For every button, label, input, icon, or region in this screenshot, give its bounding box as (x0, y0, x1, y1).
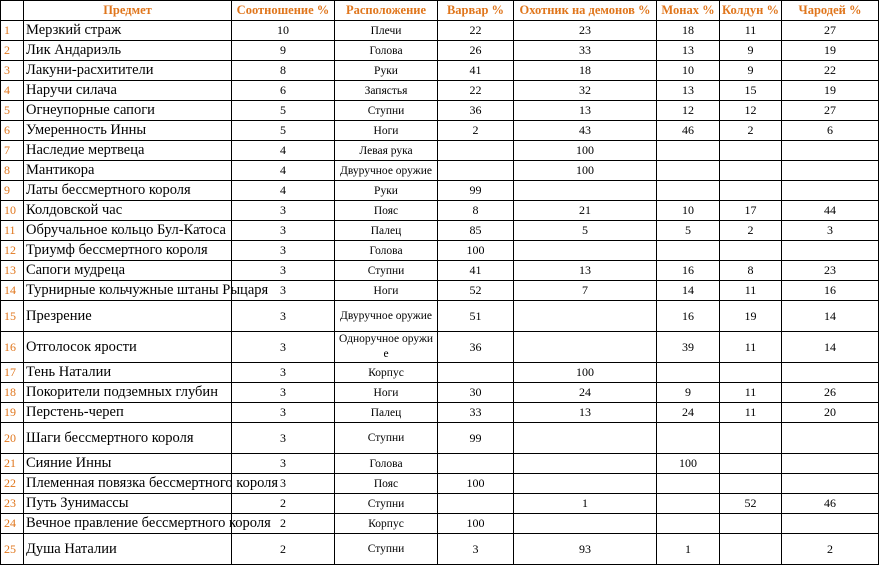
table-row (1, 494, 879, 514)
monk-cell (657, 241, 720, 261)
ratio-cell: 5 (232, 101, 335, 121)
ratio-cell: 10 (232, 21, 335, 41)
table-row (1, 141, 879, 161)
monk-cell: 13 (657, 81, 720, 101)
slot-cell: Ступни (335, 101, 438, 121)
witch-doctor-cell: 12 (720, 101, 782, 121)
monk-cell: 10 (657, 61, 720, 81)
witch-doctor-cell: 17 (720, 201, 782, 221)
ratio-cell: 6 (232, 81, 335, 101)
barbarian-cell: 30 (438, 383, 514, 403)
row-number: 1 (1, 21, 24, 41)
barbarian-cell: 33 (438, 403, 514, 423)
ratio-cell: 3 (232, 261, 335, 281)
row-number: 2 (1, 41, 24, 61)
demon-hunter-cell (514, 514, 657, 534)
barbarian-cell: 99 (438, 181, 514, 201)
monk-cell: 5 (657, 221, 720, 241)
demon-hunter-cell: 23 (514, 21, 657, 41)
wizard-cell (782, 241, 879, 261)
monk-cell: 9 (657, 383, 720, 403)
slot-cell: Ступни (335, 261, 438, 281)
row-number: 14 (1, 281, 24, 301)
witch-doctor-cell: 19 (720, 301, 782, 332)
monk-cell (657, 514, 720, 534)
wizard-cell (782, 141, 879, 161)
witch-doctor-cell (720, 534, 782, 565)
slot-cell: Голова (335, 41, 438, 61)
row-number: 10 (1, 201, 24, 221)
item-name: Колдовской час (24, 201, 232, 221)
demon-hunter-cell: 100 (514, 363, 657, 383)
witch-doctor-cell (720, 454, 782, 474)
witch-doctor-cell: 52 (720, 494, 782, 514)
slot-cell: Палец (335, 403, 438, 423)
wizard-cell (782, 161, 879, 181)
row-number: 5 (1, 101, 24, 121)
row-number: 8 (1, 161, 24, 181)
monk-cell: 14 (657, 281, 720, 301)
demon-hunter-cell (514, 454, 657, 474)
barbarian-cell (438, 161, 514, 181)
header-demon-hunter: Охотник на демонов % (514, 1, 657, 21)
table-row (1, 363, 879, 383)
slot-cell: Ноги (335, 281, 438, 301)
header-ratio: Соотношение % (232, 1, 335, 21)
item-name: Турнирные кольчужные штаны Рыцаря (24, 281, 232, 301)
demon-hunter-cell: 24 (514, 383, 657, 403)
barbarian-cell (438, 454, 514, 474)
monk-cell: 13 (657, 41, 720, 61)
barbarian-cell: 85 (438, 221, 514, 241)
item-name: Сияние Инны (24, 454, 232, 474)
monk-cell: 12 (657, 101, 720, 121)
row-number: 24 (1, 514, 24, 534)
slot-cell: Руки (335, 61, 438, 81)
wizard-cell: 19 (782, 41, 879, 61)
header-slot: Расположение (335, 1, 438, 21)
slot-cell: Голова (335, 454, 438, 474)
row-number: 21 (1, 454, 24, 474)
slot-cell: Плечи (335, 21, 438, 41)
barbarian-cell: 100 (438, 474, 514, 494)
demon-hunter-cell (514, 332, 657, 363)
barbarian-cell: 52 (438, 281, 514, 301)
slot-cell: Ноги (335, 383, 438, 403)
item-name: Мантикора (24, 161, 232, 181)
table-row (1, 81, 879, 101)
demon-hunter-cell: 100 (514, 141, 657, 161)
witch-doctor-cell: 2 (720, 121, 782, 141)
witch-doctor-cell (720, 181, 782, 201)
monk-cell (657, 161, 720, 181)
ratio-cell: 8 (232, 61, 335, 81)
table-row (1, 261, 879, 281)
table-row (1, 301, 879, 332)
header-row (1, 1, 879, 21)
table-row (1, 101, 879, 121)
ratio-cell: 3 (232, 454, 335, 474)
witch-doctor-cell (720, 423, 782, 454)
wizard-cell: 14 (782, 301, 879, 332)
ratio-cell: 3 (232, 332, 335, 363)
barbarian-cell: 8 (438, 201, 514, 221)
item-name: Умеренность Инны (24, 121, 232, 141)
monk-cell: 100 (657, 454, 720, 474)
ratio-cell: 3 (232, 403, 335, 423)
header-witch-doctor: Колдун % (720, 1, 782, 21)
row-number: 15 (1, 301, 24, 332)
slot-cell: Ноги (335, 121, 438, 141)
slot-cell: Палец (335, 221, 438, 241)
demon-hunter-cell: 7 (514, 281, 657, 301)
ratio-cell: 3 (232, 383, 335, 403)
row-number: 22 (1, 474, 24, 494)
wizard-cell: 19 (782, 81, 879, 101)
monk-cell: 10 (657, 201, 720, 221)
demon-hunter-cell: 32 (514, 81, 657, 101)
wizard-cell (782, 423, 879, 454)
ratio-cell: 3 (232, 474, 335, 494)
slot-cell: Голова (335, 241, 438, 261)
row-number: 13 (1, 261, 24, 281)
witch-doctor-cell: 11 (720, 383, 782, 403)
witch-doctor-cell: 9 (720, 41, 782, 61)
barbarian-cell: 3 (438, 534, 514, 565)
item-name: Обручальное кольцо Бул-Катоса (24, 221, 232, 241)
item-name: Сапоги мудреца (24, 261, 232, 281)
table-row (1, 181, 879, 201)
ratio-cell: 4 (232, 161, 335, 181)
wizard-cell (782, 454, 879, 474)
barbarian-cell: 100 (438, 514, 514, 534)
table-row (1, 61, 879, 81)
demon-hunter-cell: 1 (514, 494, 657, 514)
table-row (1, 161, 879, 181)
item-name: Презрение (24, 301, 232, 332)
item-name: Наручи силача (24, 81, 232, 101)
witch-doctor-cell (720, 474, 782, 494)
demon-hunter-cell: 33 (514, 41, 657, 61)
table-row (1, 201, 879, 221)
barbarian-cell: 100 (438, 241, 514, 261)
slot-cell: Корпус (335, 514, 438, 534)
ratio-cell: 4 (232, 181, 335, 201)
table-row (1, 241, 879, 261)
header-barbarian: Варвар % (438, 1, 514, 21)
table-row (1, 474, 879, 494)
slot-cell: Левая рука (335, 141, 438, 161)
witch-doctor-cell: 2 (720, 221, 782, 241)
demon-hunter-cell (514, 474, 657, 494)
slot-cell: Пояс (335, 201, 438, 221)
wizard-cell: 14 (782, 332, 879, 363)
witch-doctor-cell (720, 241, 782, 261)
monk-cell (657, 181, 720, 201)
wizard-cell (782, 363, 879, 383)
demon-hunter-cell: 13 (514, 403, 657, 423)
table-row (1, 41, 879, 61)
slot-cell: Одноручное оружие (335, 332, 438, 363)
item-name: Лакуни-расхитители (24, 61, 232, 81)
ratio-cell: 2 (232, 514, 335, 534)
witch-doctor-cell (720, 514, 782, 534)
barbarian-cell: 36 (438, 332, 514, 363)
witch-doctor-cell: 11 (720, 281, 782, 301)
row-number: 16 (1, 332, 24, 363)
item-name: Перстень-череп (24, 403, 232, 423)
item-name: Лик Андариэль (24, 41, 232, 61)
ratio-cell: 4 (232, 141, 335, 161)
monk-cell: 39 (657, 332, 720, 363)
slot-cell: Руки (335, 181, 438, 201)
wizard-cell: 46 (782, 494, 879, 514)
wizard-cell (782, 181, 879, 201)
item-name: Путь Зунимассы (24, 494, 232, 514)
barbarian-cell (438, 363, 514, 383)
barbarian-cell: 41 (438, 261, 514, 281)
barbarian-cell: 2 (438, 121, 514, 141)
row-number: 17 (1, 363, 24, 383)
witch-doctor-cell: 11 (720, 332, 782, 363)
table-row (1, 281, 879, 301)
barbarian-cell: 51 (438, 301, 514, 332)
wizard-cell: 2 (782, 534, 879, 565)
item-name: Огнеупорные сапоги (24, 101, 232, 121)
row-number: 25 (1, 534, 24, 565)
monk-cell (657, 363, 720, 383)
barbarian-cell: 26 (438, 41, 514, 61)
monk-cell (657, 141, 720, 161)
item-name: Наследие мертвеца (24, 141, 232, 161)
ratio-cell: 3 (232, 301, 335, 332)
wizard-cell (782, 514, 879, 534)
wizard-cell: 27 (782, 101, 879, 121)
table-row (1, 121, 879, 141)
wizard-cell: 23 (782, 261, 879, 281)
item-name: Тень Наталии (24, 363, 232, 383)
witch-doctor-cell (720, 363, 782, 383)
barbarian-cell: 22 (438, 81, 514, 101)
demon-hunter-cell (514, 181, 657, 201)
wizard-cell: 3 (782, 221, 879, 241)
ratio-cell: 3 (232, 221, 335, 241)
row-number: 11 (1, 221, 24, 241)
demon-hunter-cell (514, 423, 657, 454)
monk-cell: 46 (657, 121, 720, 141)
wizard-cell: 44 (782, 201, 879, 221)
row-number: 6 (1, 121, 24, 141)
table-row (1, 403, 879, 423)
monk-cell: 16 (657, 261, 720, 281)
wizard-cell: 27 (782, 21, 879, 41)
row-number: 19 (1, 403, 24, 423)
row-number: 23 (1, 494, 24, 514)
slot-cell: Ступни (335, 534, 438, 565)
table-row (1, 454, 879, 474)
table-row (1, 332, 879, 363)
row-number: 18 (1, 383, 24, 403)
demon-hunter-cell: 5 (514, 221, 657, 241)
item-name: Латы бессмертного короля (24, 181, 232, 201)
demon-hunter-cell: 93 (514, 534, 657, 565)
table-row (1, 383, 879, 403)
header-wizard: Чародей % (782, 1, 879, 21)
slot-cell: Ступни (335, 494, 438, 514)
ratio-cell: 2 (232, 534, 335, 565)
demon-hunter-cell: 21 (514, 201, 657, 221)
demon-hunter-cell: 13 (514, 261, 657, 281)
ratio-cell: 3 (232, 423, 335, 454)
item-name: Покорители подземных глубин (24, 383, 232, 403)
item-name: Племенная повязка бессмертного короля (24, 474, 232, 494)
witch-doctor-cell: 11 (720, 21, 782, 41)
header-monk: Монах % (657, 1, 720, 21)
slot-cell: Двуручное оружие (335, 161, 438, 181)
monk-cell: 18 (657, 21, 720, 41)
row-number: 7 (1, 141, 24, 161)
ratio-cell: 3 (232, 281, 335, 301)
wizard-cell: 20 (782, 403, 879, 423)
wizard-cell: 6 (782, 121, 879, 141)
demon-hunter-cell (514, 241, 657, 261)
header-num (1, 1, 24, 21)
ratio-cell: 3 (232, 201, 335, 221)
monk-cell (657, 423, 720, 454)
demon-hunter-cell: 100 (514, 161, 657, 181)
barbarian-cell (438, 494, 514, 514)
slot-cell: Двуручное оружие (335, 301, 438, 332)
monk-cell: 16 (657, 301, 720, 332)
slot-cell: Запястья (335, 81, 438, 101)
demon-hunter-cell (514, 301, 657, 332)
demon-hunter-cell: 13 (514, 101, 657, 121)
barbarian-cell (438, 141, 514, 161)
witch-doctor-cell: 8 (720, 261, 782, 281)
item-name: Душа Наталии (24, 534, 232, 565)
monk-cell: 1 (657, 534, 720, 565)
slot-cell: Ступни (335, 423, 438, 454)
monk-cell (657, 494, 720, 514)
table-row (1, 534, 879, 565)
item-name: Мерзкий страж (24, 21, 232, 41)
ratio-cell: 5 (232, 121, 335, 141)
item-name: Шаги бессмертного короля (24, 423, 232, 454)
ratio-cell: 9 (232, 41, 335, 61)
monk-cell (657, 474, 720, 494)
demon-hunter-cell: 43 (514, 121, 657, 141)
barbarian-cell: 41 (438, 61, 514, 81)
item-name: Отголосок ярости (24, 332, 232, 363)
item-name: Вечное правление бессмертного короля (24, 514, 232, 534)
witch-doctor-cell: 15 (720, 81, 782, 101)
slot-cell: Корпус (335, 363, 438, 383)
ratio-cell: 3 (232, 363, 335, 383)
ratio-cell: 3 (232, 241, 335, 261)
barbarian-cell: 36 (438, 101, 514, 121)
demon-hunter-cell: 18 (514, 61, 657, 81)
table-row (1, 221, 879, 241)
slot-cell: Пояс (335, 474, 438, 494)
barbarian-cell: 22 (438, 21, 514, 41)
row-number: 12 (1, 241, 24, 261)
table-row (1, 21, 879, 41)
barbarian-cell: 99 (438, 423, 514, 454)
monk-cell: 24 (657, 403, 720, 423)
row-number: 20 (1, 423, 24, 454)
wizard-cell (782, 474, 879, 494)
wizard-cell: 22 (782, 61, 879, 81)
wizard-cell: 16 (782, 281, 879, 301)
ratio-cell: 2 (232, 494, 335, 514)
row-number: 9 (1, 181, 24, 201)
item-name: Триумф бессмертного короля (24, 241, 232, 261)
witch-doctor-cell: 11 (720, 403, 782, 423)
table-row (1, 514, 879, 534)
row-number: 4 (1, 81, 24, 101)
row-number: 3 (1, 61, 24, 81)
witch-doctor-cell (720, 141, 782, 161)
witch-doctor-cell: 9 (720, 61, 782, 81)
table-row (1, 423, 879, 454)
witch-doctor-cell (720, 161, 782, 181)
header-item: Предмет (24, 1, 232, 21)
wizard-cell: 26 (782, 383, 879, 403)
